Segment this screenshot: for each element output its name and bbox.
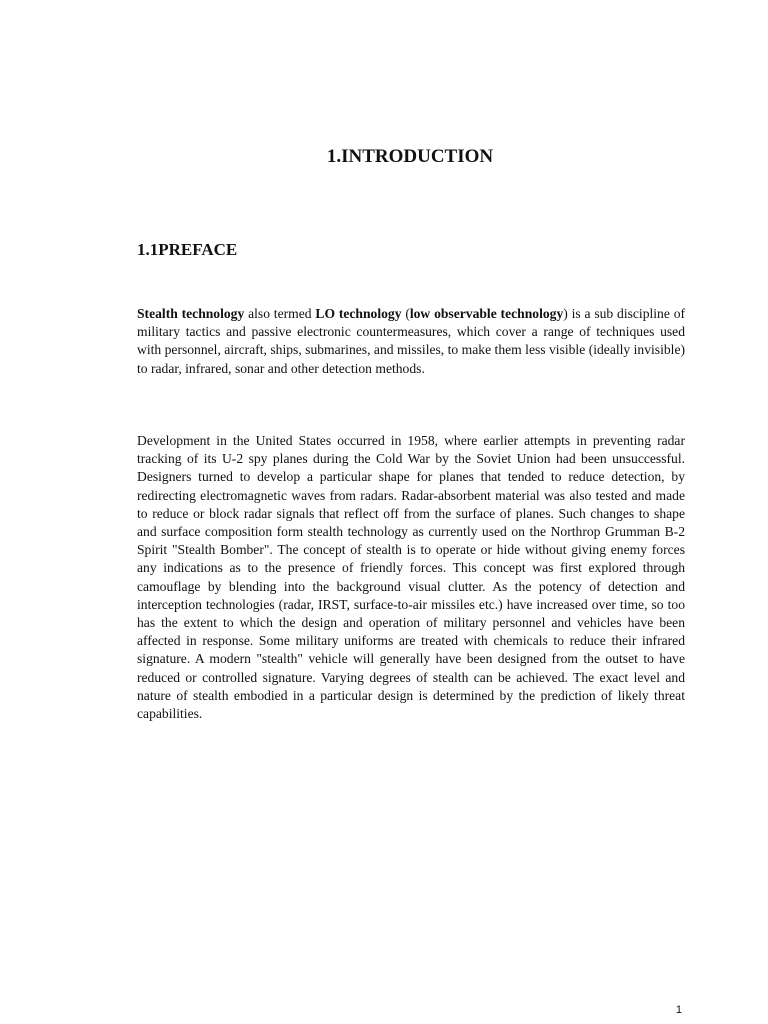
paragraph-text: also termed (244, 306, 316, 321)
section-title: 1.1PREFACE (137, 240, 238, 259)
paragraph-development-history: Development in the United States occurred in 1958, where earlier attempts in preventing radar tracking of its U-2 spy planes during the Cold War by the Soviet Union had been unsuccessful. Designers turned to develop a particular shape for planes that tended to reduce detection, by redirecting electromagnetic waves from radars. Radar-absorbent material was also tested and made to reduce or block radar signals that reflect off from the surface of planes. Such changes to shape and surface composition form stealth technology as currently used on the Northrop Grumman B-2 Spirit "Stealth Bomber". The concept of stealth is to operate or hide without giving enemy forces any indications as to the presence of friendly forces. This concept was first explored through camouflage by blending into the background visual clutter. As the potency of detection and interception technologies (radar, IRST, surface-to-air missiles etc.) have increased over time, so too has the extent to which the design and operation of military personnel and vehicles have been affected in response. Some military uniforms are treated with chemicals to reduce their infrared signature. A modern "stealth" vehicle will generally have been designed from the outset to have reduced or controlled signature. Varying degrees of stealth can be achieved. The exact level and nature of stealth embodied in a particular design is determined by the prediction of likely threat capabilities. (137, 433, 685, 722)
term-stealth-technology: Stealth technology (137, 306, 245, 321)
term-low-observable-technology: low observable technology (409, 306, 564, 321)
paragraph-text: ( (401, 306, 410, 321)
page-number: 1 (675, 1004, 682, 1016)
term-lo-technology: LO technology (315, 306, 402, 321)
chapter-title: 1.INTRODUCTION (326, 146, 494, 167)
paragraph-text: ) is a sub discipline of military tactics and passive electronic countermeasures, which cover a range of techniques used with personnel, aircraft, ships, submarines, and missiles, to make them less visible (ideally invisible) to radar, infrared, sonar and other detection methods. (137, 306, 686, 376)
paragraph-stealth-definition (137, 305, 685, 378)
